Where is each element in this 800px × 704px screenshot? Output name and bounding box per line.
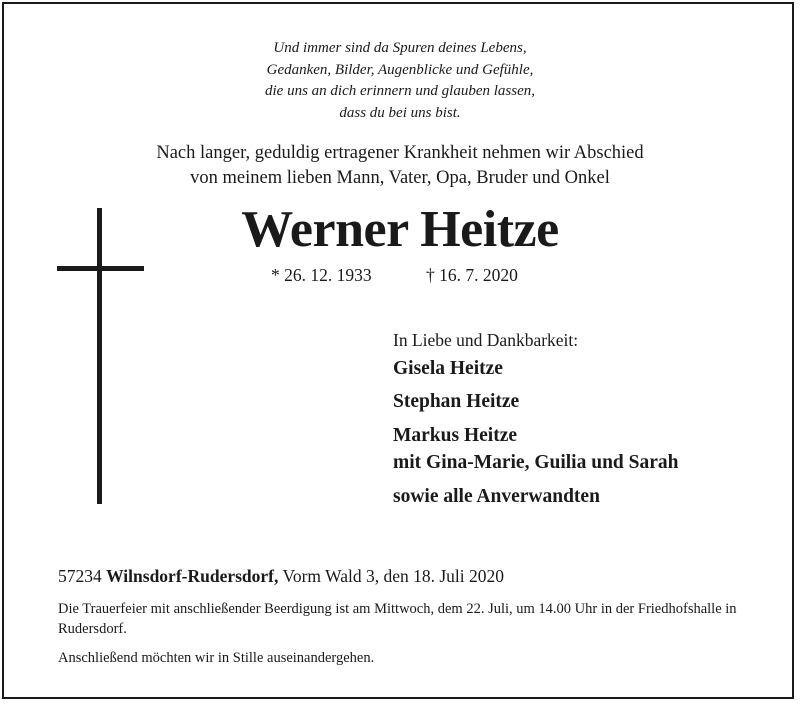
family-member: Stephan Heitze	[393, 391, 520, 412]
family-member: mit Gina-Marie, Guilia und Sarah	[393, 452, 679, 473]
poem-line: Und immer sind da Spuren deines Lebens,	[273, 40, 527, 56]
address-postcode: 57234	[58, 566, 102, 586]
poem-line: dass du bei uns bist.	[339, 104, 461, 121]
closing-note: Anschließend möchten wir in Stille auseinandergehen.	[58, 650, 375, 666]
address-rest: Vorm Wald 3, den 18. Juli 2020	[282, 566, 505, 586]
death-date: † 16. 7. 2020	[426, 265, 518, 285]
address-town: Wilnsdorf-Rudersdorf,	[106, 566, 279, 586]
cross-icon-bar	[57, 266, 144, 271]
intro-text	[0, 141, 800, 191]
birth-date: * 26. 12. 1933	[271, 265, 372, 285]
family-member: sowie alle Anverwandten	[393, 486, 600, 507]
family-member: Gisela Heitze	[393, 358, 503, 379]
deceased-name: Werner Heitze	[241, 201, 559, 258]
family-member: Markus Heitze	[393, 425, 518, 446]
cross-icon	[97, 208, 102, 504]
thanks-line: In Liebe und Dankbarkeit:	[393, 330, 579, 350]
address-line	[58, 563, 504, 589]
poem	[0, 38, 800, 124]
poem-line: Gedanken, Bilder, Augenblicke und Gefühle,	[266, 61, 534, 78]
intro-line: von meinem lieben Mann, Vater, Opa, Bruder und Onkel	[190, 168, 610, 188]
funeral-note: Die Trauerfeier mit anschließender Beerdigung ist am Mittwoch, dem 22. Juli, um 14.00 Uhr in der Friedhofshalle in Rudersdorf.	[58, 601, 737, 637]
poem-line: die uns an dich erinnern und glauben lassen,	[265, 83, 535, 99]
intro-line: Nach langer, geduldig ertragener Krankheit nehmen wir Abschied	[156, 143, 644, 163]
